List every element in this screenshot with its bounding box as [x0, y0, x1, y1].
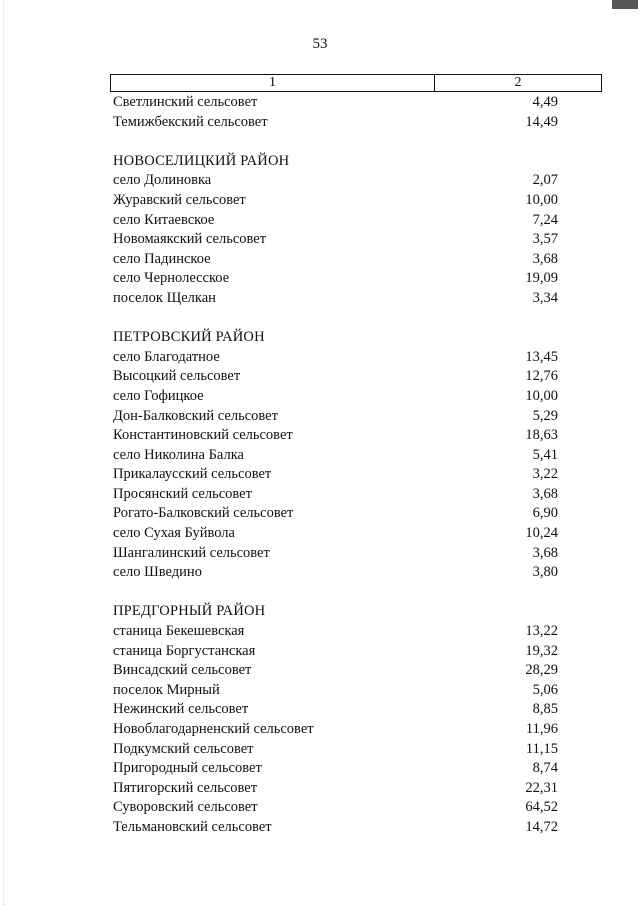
table-row	[113, 93, 558, 113]
settlement-value: 11,15	[525, 740, 558, 757]
settlement-value: 13,45	[525, 348, 558, 365]
table-row	[113, 504, 558, 524]
settlement-value: 19,32	[525, 642, 558, 659]
settlement-name: Шангалинский сельсовет	[113, 544, 270, 561]
table-row	[113, 818, 558, 838]
section-spacer	[113, 583, 558, 603]
column-header-row	[111, 75, 602, 92]
settlement-value: 5,06	[532, 681, 558, 698]
table-body	[113, 93, 558, 838]
settlement-value: 7,24	[532, 211, 558, 228]
scan-edge-mark	[612, 0, 638, 9]
settlement-name: станица Бекешевская	[113, 623, 245, 640]
settlement-value: 2,07	[532, 172, 558, 189]
settlement-value: 14,72	[525, 818, 558, 835]
settlement-name: Рогато-Балковский сельсовет	[113, 505, 294, 522]
table-row	[113, 700, 558, 720]
settlement-name: село Чернолесское	[113, 270, 230, 287]
settlement-value: 64,52	[525, 799, 558, 816]
settlement-name: село Сухая Буйвола	[113, 525, 235, 542]
settlement-value: 6,90	[532, 505, 558, 522]
table-row	[113, 250, 558, 270]
settlement-value: 3,34	[532, 289, 558, 306]
district-heading: ПРЕДГОРНЫЙ РАЙОН	[113, 603, 266, 620]
settlement-name: Прикалаусский сельсовет	[113, 466, 272, 483]
settlement-name: село Благодатное	[113, 348, 220, 365]
table-row	[113, 367, 558, 387]
section-spacer	[113, 309, 558, 329]
settlement-name: Тельмановский сельсовет	[113, 818, 272, 835]
settlement-name: Подкумский сельсовет	[113, 740, 254, 757]
settlement-value: 3,80	[532, 564, 558, 581]
settlement-value: 3,68	[532, 544, 558, 561]
page-number: 53	[312, 36, 328, 52]
settlement-name: поселок Мирный	[113, 681, 220, 698]
table-row	[113, 269, 558, 289]
table-row	[113, 426, 558, 446]
column-header-1: 1	[111, 75, 435, 92]
table-row	[113, 211, 558, 231]
table-row	[113, 387, 558, 407]
settlement-name: Журавский сельсовет	[113, 191, 246, 208]
table-row	[113, 544, 558, 564]
settlement-value: 10,00	[525, 387, 558, 404]
table-row	[113, 171, 558, 191]
settlement-value: 3,22	[532, 466, 558, 483]
table-row	[113, 465, 558, 485]
settlement-name: поселок Щелкан	[113, 289, 216, 306]
settlement-value: 8,85	[532, 701, 558, 718]
scan-left-edge	[3, 0, 5, 905]
settlement-name: село Падинское	[113, 250, 211, 267]
table-row	[113, 798, 558, 818]
settlement-name: Винсадский сельсовет	[113, 662, 252, 679]
column-header-2: 2	[435, 75, 602, 92]
settlement-name: село Долиновка	[113, 172, 212, 189]
settlement-name: Высоцкий сельсовет	[113, 368, 241, 385]
table-row	[113, 524, 558, 544]
table-row	[113, 720, 558, 740]
settlement-value: 5,41	[532, 446, 558, 463]
settlement-value: 14,49	[525, 113, 558, 130]
table-row	[113, 289, 558, 309]
district-heading: ПЕТРОВСКИЙ РАЙОН	[113, 329, 265, 346]
table-row	[113, 485, 558, 505]
settlement-name: село Гофицкое	[113, 387, 204, 404]
table-row	[113, 191, 558, 211]
settlement-value: 10,00	[525, 191, 558, 208]
settlement-value: 3,68	[532, 485, 558, 502]
table-row	[113, 681, 558, 701]
settlement-value: 28,29	[525, 662, 558, 679]
settlement-value: 4,49	[532, 94, 558, 110]
table-row	[113, 642, 558, 662]
table-row	[113, 661, 558, 681]
settlement-name: село Николина Балка	[113, 446, 244, 463]
settlement-name: Нежинский сельсовет	[113, 701, 249, 718]
table-row	[113, 446, 558, 466]
table-row	[113, 779, 558, 799]
settlement-name: село Китаевское	[113, 211, 215, 228]
settlement-name: Новомаякский сельсовет	[113, 231, 267, 248]
settlement-value: 19,09	[525, 270, 558, 287]
settlement-value: 3,57	[532, 231, 558, 248]
settlement-name: Просянский сельсовет	[113, 485, 252, 502]
settlement-name: Дон-Балковский сельсовет	[113, 407, 278, 424]
settlement-value: 18,63	[525, 427, 558, 444]
settlement-name: Константиновский сельсовет	[113, 427, 293, 444]
settlement-name: станица Боргустанская	[113, 642, 256, 659]
table-row	[113, 407, 558, 427]
table-row	[113, 230, 558, 250]
settlement-value: 3,68	[532, 250, 558, 267]
table-row	[113, 622, 558, 642]
settlement-value: 11,96	[525, 721, 558, 737]
settlement-name: Пригородный сельсовет	[113, 760, 262, 777]
settlement-name: село Шведино	[113, 564, 202, 581]
table-row	[113, 348, 558, 368]
settlement-value: 8,74	[532, 760, 558, 777]
settlement-value: 10,24	[525, 525, 558, 542]
table-row	[113, 563, 558, 583]
district-heading: НОВОСЕЛИЦКИЙ РАЙОН	[113, 152, 290, 169]
settlement-value: 22,31	[525, 779, 558, 796]
table-row	[113, 113, 558, 133]
settlement-name: Светлинский сельсовет	[113, 94, 258, 110]
settlement-name: Темижбекский сельсовет	[113, 113, 268, 130]
settlement-name: Пятигорский сельсовет	[113, 779, 258, 796]
table-row	[113, 759, 558, 779]
table-row	[113, 740, 558, 760]
settlement-value: 5,29	[532, 407, 558, 424]
settlement-name: Суворовский сельсовет	[113, 799, 258, 816]
settlement-value: 13,22	[525, 623, 558, 640]
section-spacer	[113, 132, 558, 152]
settlement-name: Новоблагодарненский сельсовет	[113, 721, 314, 737]
column-header-table	[110, 74, 602, 92]
settlement-value: 12,76	[525, 368, 558, 385]
